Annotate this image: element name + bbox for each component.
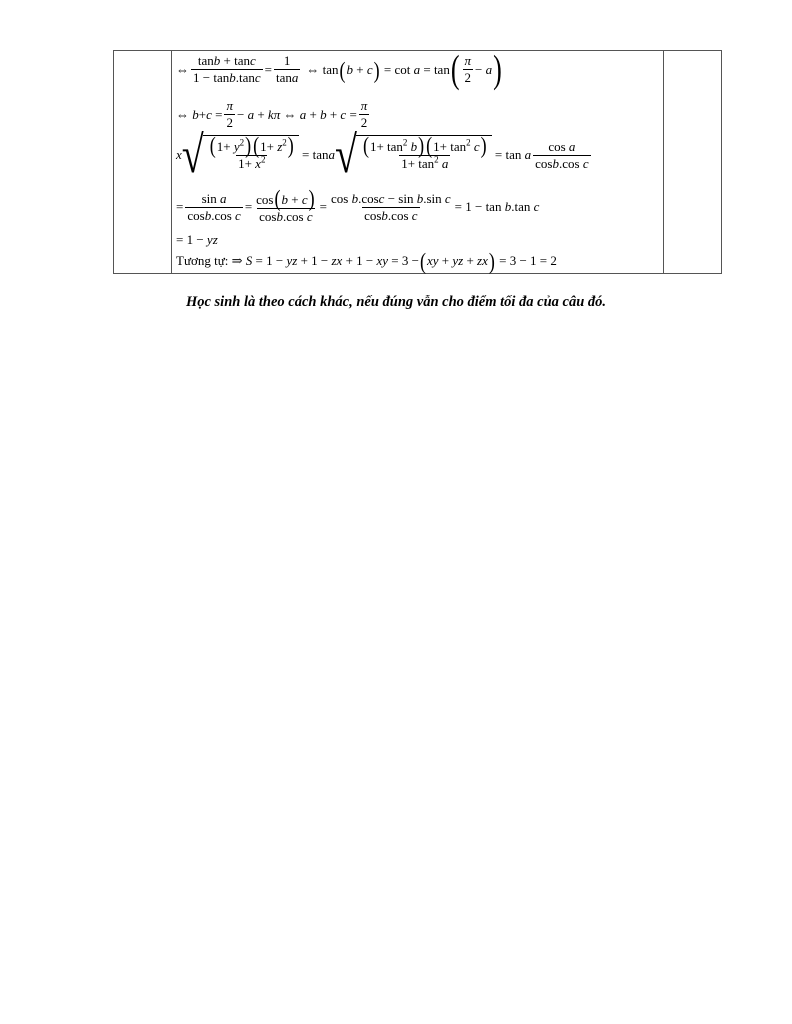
column-divider-right [663, 51, 664, 273]
solution-line-6: Tương tự: ⇒ S = 1 − yz + 1 − zx + 1 − xy = 3 − ( xy + yz + zx ) = 3 − 1 = 2 [176, 248, 557, 274]
column-divider-left [171, 51, 172, 273]
solution-line-3: x √ $\frac{(1+ y^2) (1+ z^2)}{1+ x^2}$ = tana √ $\frac{(1+ \tan^2 b) (1+ \tan^2 c)}{1+ \tan^2 a}$ = tan a $\frac{\text{cos a}}{\text{cosb.cos c}}$ [176, 125, 589, 184]
solution-line-5: = 1 − yz [176, 232, 218, 247]
solution-line-4: = $\frac{\text{sin a}}{\text{cosb.cos c}}$ = $\frac{\cos(b + c)}{\text{cosb.cos c}}$ = $\frac{\text{cos b.cosc − sin b.sin c}}{\text{cosb.cos c}}$ = 1 − tan b.tan c [176, 185, 540, 224]
footer-note: Học sinh là theo cách khác, nếu đúng vẫn cho điểm tối đa của câu đó. [185, 294, 607, 310]
solution-table [113, 47, 722, 274]
solution-line-1: ⇔ $\frac{\tan b + \tan c}{1 - \tan b.\tan c}$ = $\frac{1}{\tan a}$ ⇔ tan ( b + c ) = cot a = tan ( $\frac{\pi}{2}$ − a ) [176, 47, 502, 91]
solution-cell [176, 47, 660, 274]
solution-line-2: ⇔ b+c = $\frac{\pi}{2}$ − a + kπ ⇔ a + b + c = $\frac{\pi}{2}$ [176, 98, 368, 130]
line-6-prefix: Tương tự: [176, 253, 229, 268]
